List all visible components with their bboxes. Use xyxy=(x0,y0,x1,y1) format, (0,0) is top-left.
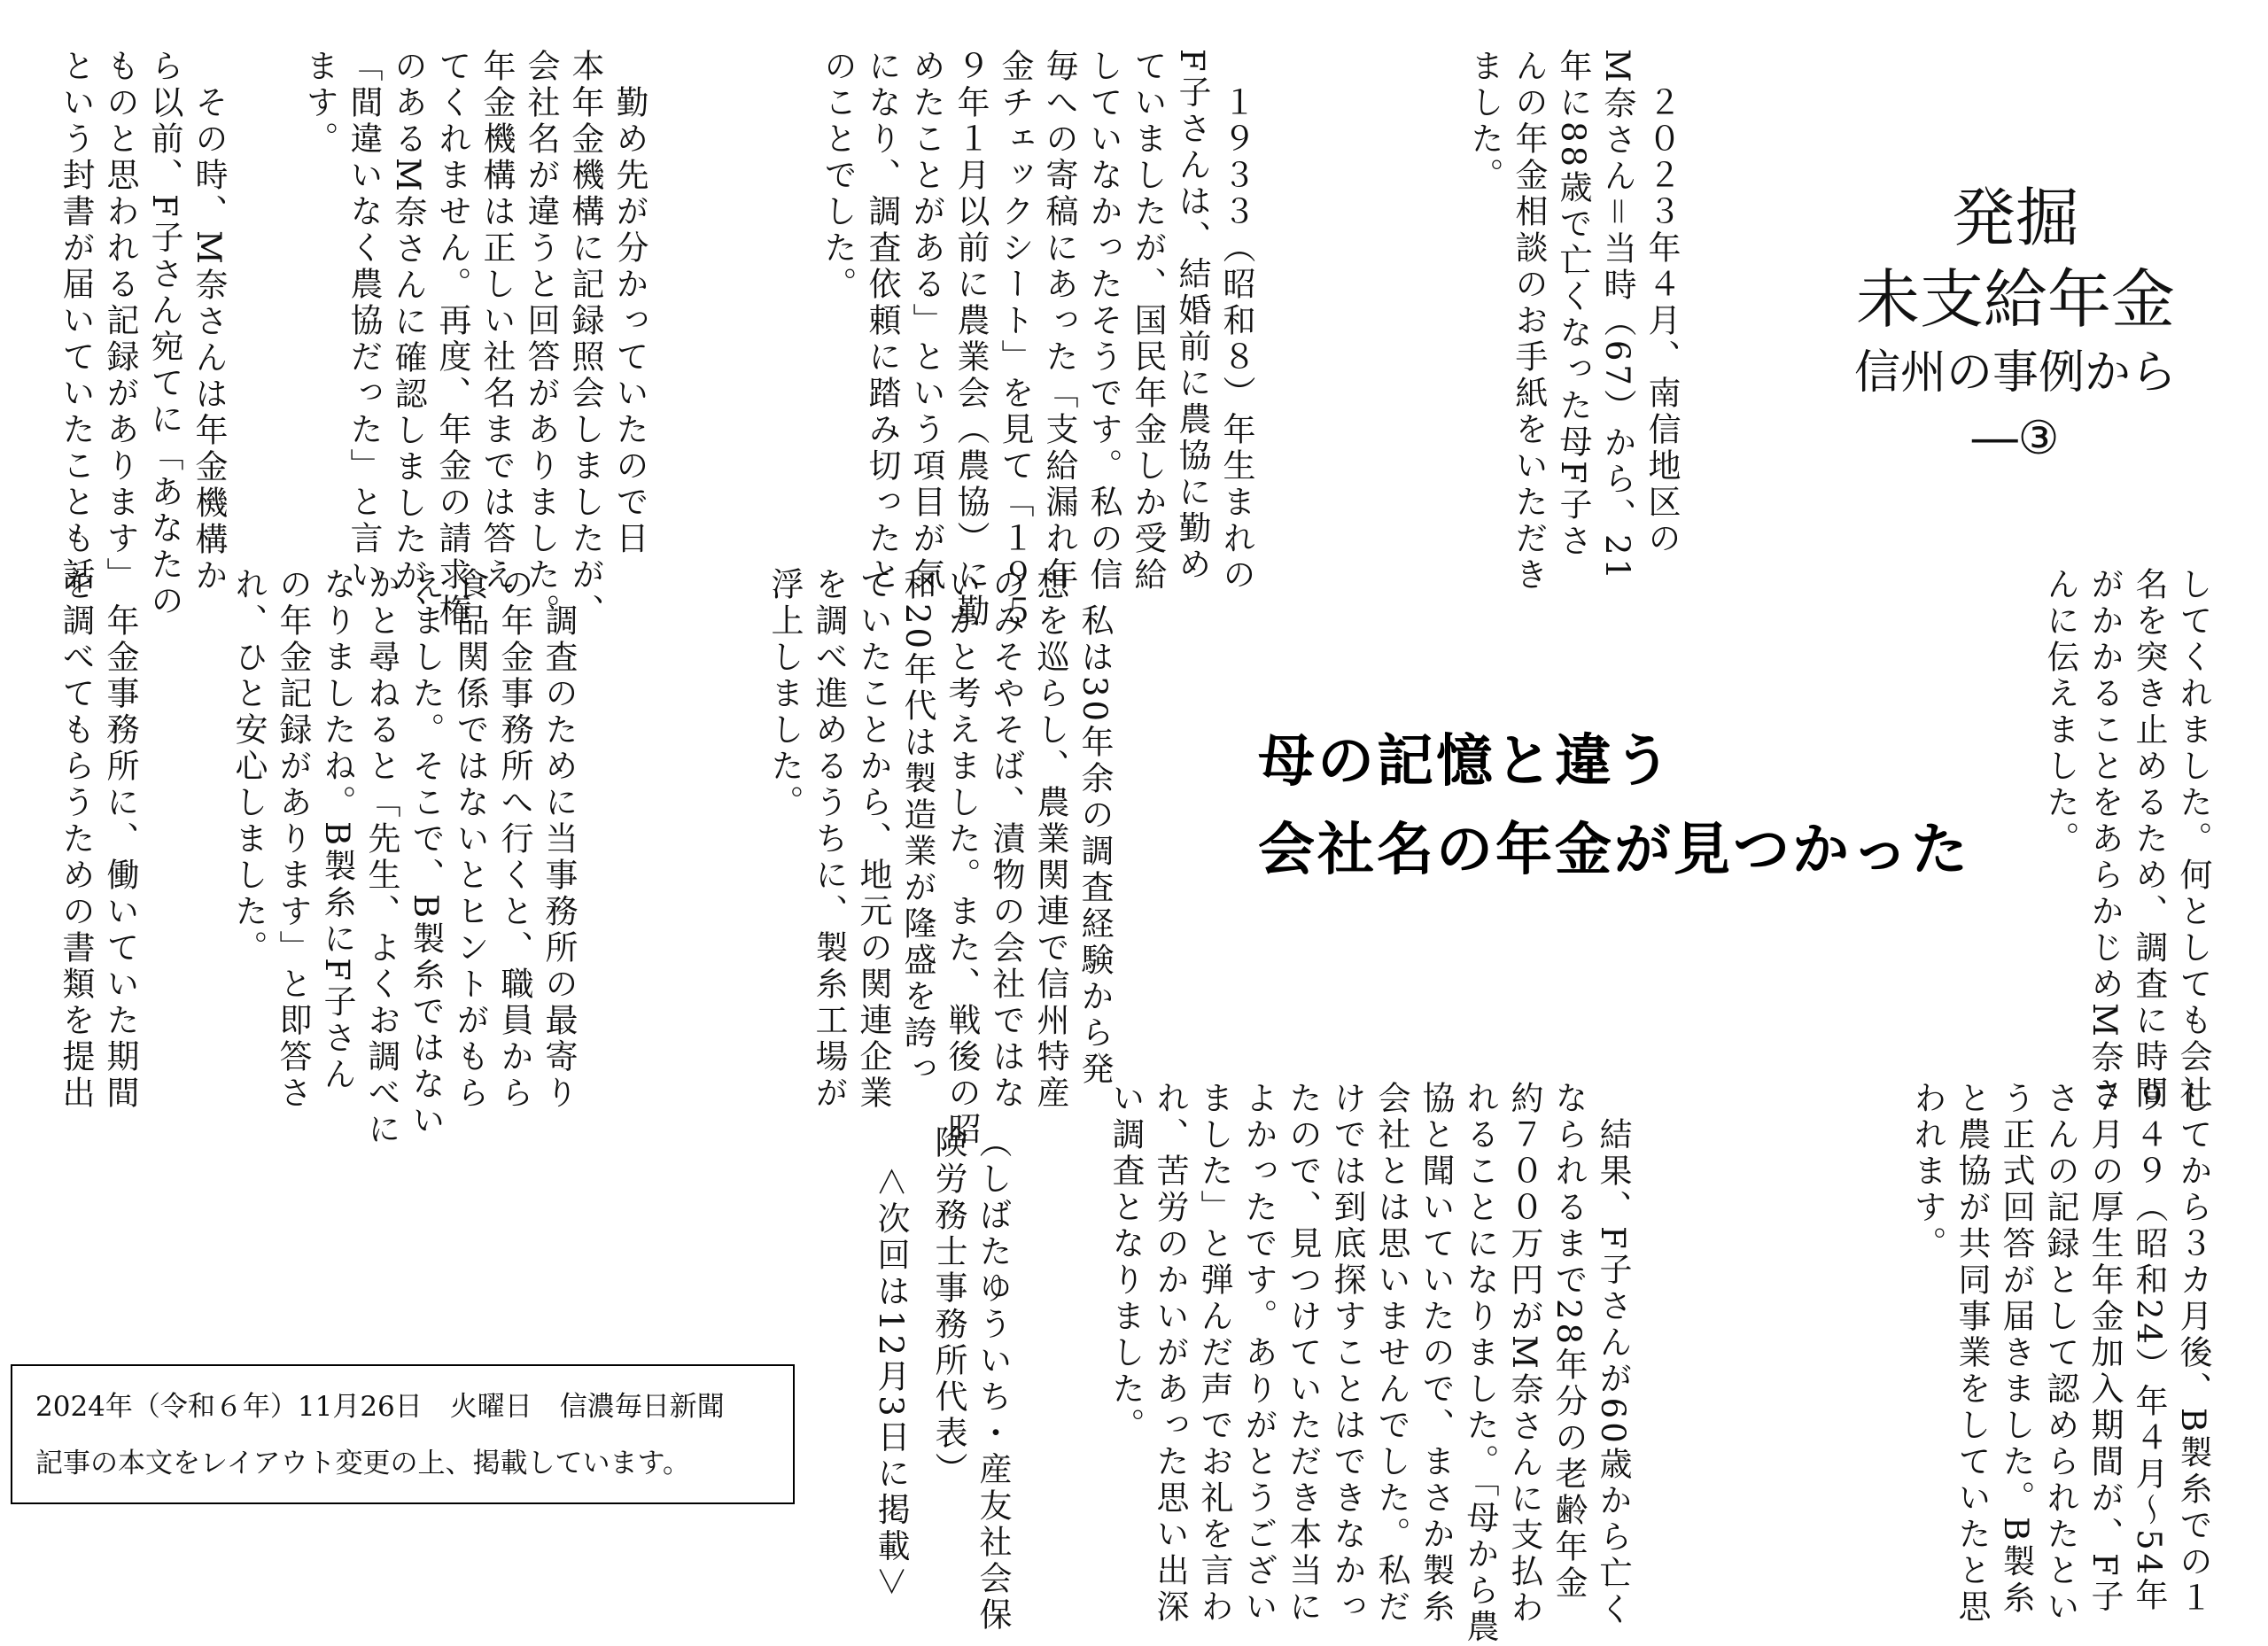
headline-line2: 会社名の年金が見つかった xyxy=(1258,818,1970,883)
text-column-top-1: ２０２３年４月、南信地区の M奈さん＝当時（67）から、21 年に88歳で亡くなった母F子さ んの年金相談のお手紙をいただき ました。 xyxy=(1465,49,1681,594)
source-box-line1: 2024年（令和６年）11月26日 火曜日 信濃毎日新聞 xyxy=(35,1391,725,1423)
series-title-line1: 発掘 xyxy=(1951,181,2079,255)
text-column-mid-far-left: 年金事務所に、働いていた期間 を調べてもらうための書類を提出 xyxy=(57,567,139,1112)
text-column-bottom-center: 結果、F子さんが60歳から亡く なられるまで28年分の老齢年金 約７００万円がM奈さんに支払わ れることになりました。「母から農 協と聞いていたので、まさか製糸 会社とは思いませんでした。私だ けでは到底探すことはできなかっ たので、見つけていただき本当に よかったです。ありがとうござい ました」と弾んだ声でお礼を言わ れ、苦労のかいがあった思い出深 い調査となりました。 xyxy=(1107,1081,1632,1646)
series-title xyxy=(1816,177,2215,471)
series-subtitle: 信州の事例から―③ xyxy=(1853,346,2177,465)
text-column-top-3: 勤め先が分かっていたので日 本年金機構に記録照会しましたが、 会社名が違うと回答がありました。 年金機構は正しい社名までは答え てくれません。再度、年金の請求権 のあるM奈さんに確認しましたが、 「間違いなく農協だった」と言い ます。 xyxy=(300,49,649,631)
next-installment-note: ＜次回は12月3日に掲載＞ xyxy=(872,1165,910,1602)
headline-line1: 母の記憶と違う xyxy=(1258,729,1674,795)
text-column-top-2: １９３３（昭和８）年生まれの F子さんは、結婚前に農協に勤め ていましたが、国民年金しか受給 していなかったそうです。私の信 毎への寄稿にあった「支給漏れ年 金チェックシート」を見て「１９５ ９年１月以前に農業会（農協）に勤 めたことがある」という項目が気 になり、調査依頼に踏み切ったと のことでした。 xyxy=(819,49,1255,630)
text-column-bottom-right: してから３カ月後、B製糸での１ ９４９（昭和24）年４月～54年 ７月の厚生年金加入期間が、F子 さんの記録として認められたとい う正式回答が届きました。B製糸 と農協が共同事業をしていたと思 われます。 xyxy=(1908,1081,2212,1626)
headline xyxy=(1258,718,1970,895)
series-title-line2: 未支給年金 xyxy=(1855,262,2175,337)
text-column-mid-left: 調査のために当事務所の最寄り の年金事務所へ行くと、職員から 食品関係ではないとヒントがもら えました。そこで、B製糸ではない かと尋ねると「先生、よくお調べに なりましたね。B製糸にF子さん の年金記録があります」と即答さ れ、ひと安心しました。 xyxy=(229,567,578,1148)
source-box xyxy=(11,1364,795,1504)
text-column-mid-center: 私は30年余の調査経験から発 想を巡らし、農業関連で信州特産 のみそやそば、漬物の会社ではな いかと考えました。また、戦後の昭 和20年代は製造業が隆盛を誇っ ていたことから、地元の関連企業 を調べ進めるうちに、製糸工場が 浮上しました。 xyxy=(765,567,1114,1148)
source-box-line2: 記事の本文をレイアウト変更の上、掲載しています。 xyxy=(35,1448,691,1479)
text-column-top-4: その時、M奈さんは年金機構か ら以前、F子さん宛てに「あなたの ものと思われる記録があります」 という封書が届いていたことも話 xyxy=(57,49,228,620)
author-credit: （しばたゆういち・産友社会保 険労務士事務所代表） xyxy=(929,1125,1012,1634)
text-column-mid-right: してくれました。何としても会社 名を突き止めるため、調査に時間 がかかることをあらかじめM奈さ んに伝えました。 xyxy=(2041,567,2212,1113)
